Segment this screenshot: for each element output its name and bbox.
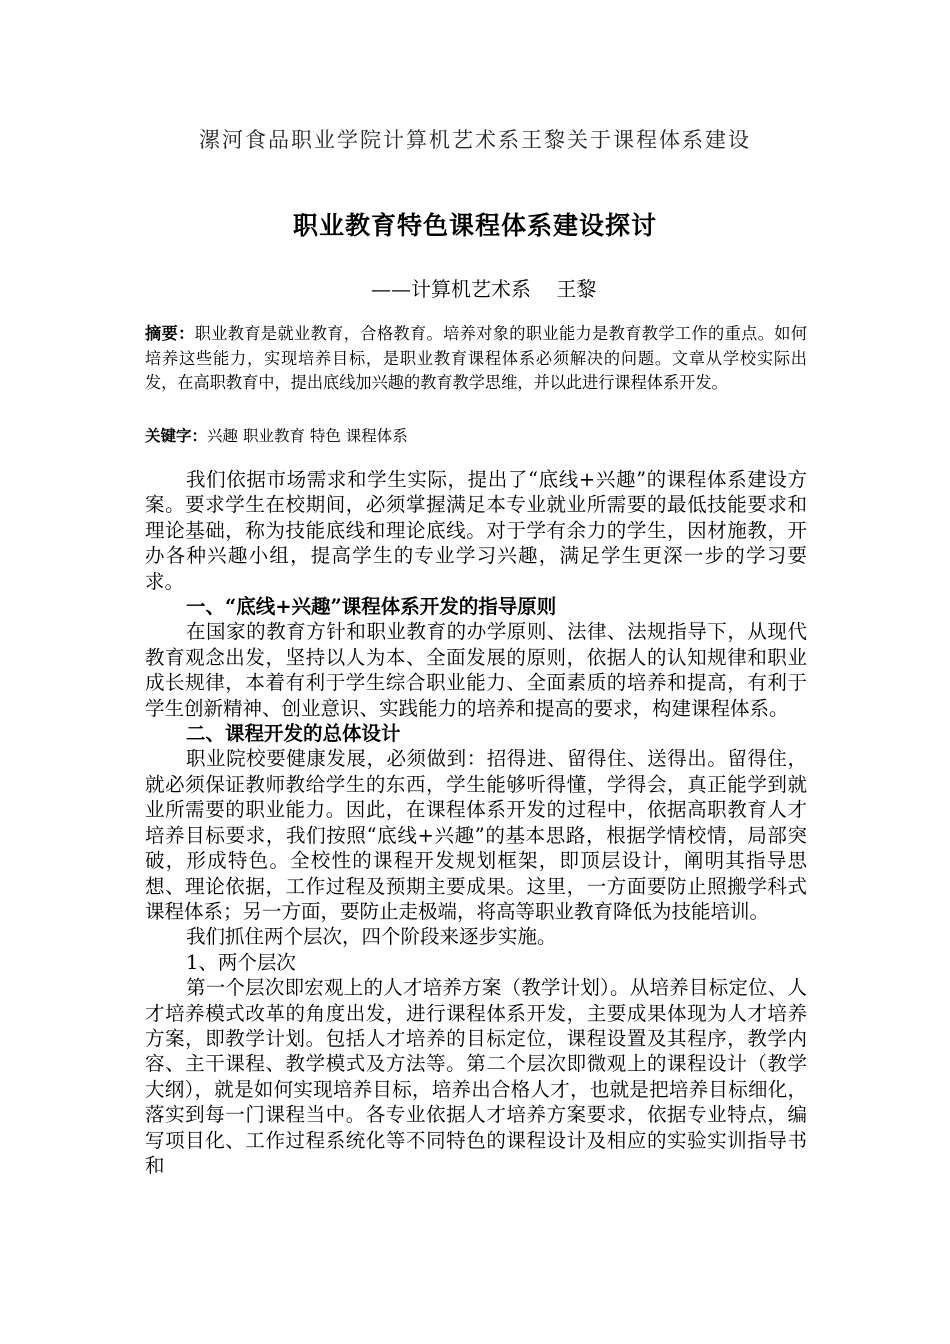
paragraph-intro: 我们依据市场需求和学生实际，提出了“底线+兴趣”的课程体系建设方案。要求学生在校期间，必须掌握满足本专业就业所需要的最低技能要求和理论基础，称为技能底线和理论底线。对于学有余力的学生，因材施教，开办各种兴趣小组，提高学生的专业学习兴趣，满足学生更深一步的学习要求。 — [145, 468, 807, 593]
paragraph-principles: 在国家的教育方针和职业教育的办学原则、法律、法规指导下，从现代教育观念出发，坚持以人为本、全面发展的原则，依据人的认知规律和职业成长规律，本着有利于学生综合职业能力、全面素质的培养和提高，有利于学生创新精神、创业意识、实践能力的培养和提高的要求，构建课程体系。 — [145, 620, 807, 720]
subheading-two-levels: 1、两个层次 — [186, 950, 296, 974]
abstract-label: 摘要： — [145, 324, 195, 343]
paragraph-design: 职业院校要健康发展，必须做到：招得进、留得住、送得出。留得住，就必须保证教师教给学生的东西，学生能够听得懂，学得会，真正能学到就业所需要的职业能力。因此，在课程体系开发的过程中，依据高职教育人才培养目标要求，我们按照“底线+兴趣”的基本思路，根据学情校情，局部突破，形成特色。全校性的课程开发规划框架，即顶层设计，阐明其指导思想、理论依据，工作过程及预期主要成果。这里，一方面要防止照搬学科式课程体系；另一方面，要防止走极端，将高等职业教育降低为技能培训。 — [145, 747, 807, 923]
author-line: ——计算机艺术系 王黎 — [371, 277, 597, 301]
keywords-text: 兴趣 职业教育 特色 课程体系 — [207, 427, 408, 445]
keywords-label: 关键字： — [145, 427, 208, 445]
document-header: 漯河食品职业学院计算机艺术系王黎关于课程体系建设 — [199, 128, 751, 152]
document-body — [145, 467, 807, 1178]
document-title: 职业教育特色课程体系建设探讨 — [292, 211, 657, 240]
keywords — [145, 425, 807, 447]
abstract — [145, 322, 807, 396]
paragraph-levels: 第一个层次即宏观上的人才培养方案（教学计划）。从培养目标定位、人才培养模式改革的角度出发，进行课程体系开发，主要成果体现为人才培养方案，即教学计划。包括人才培养的目标定位，课程设置及其程序，教学内容、主干课程、教学模式及方法等。第二个层次即微观上的课程设计（教学大纲），就是如何实现培养目标，培养出合格人才，也就是把培养目标细化，落实到每一门课程当中。各专业依据人才培养方案要求，依据专业特点，编写项目化、工作过程系统化等不同特色的课程设计及相应的实验实训指导书和 — [145, 976, 807, 1177]
section-heading-1: 一、“底线+兴趣”课程体系开发的指导原则 — [186, 595, 557, 619]
paragraph-implementation: 我们抓住两个层次，四个阶段来逐步实施。 — [186, 925, 557, 949]
section-heading-2: 二、课程开发的总体设计 — [186, 722, 401, 746]
abstract-text: 职业教育是就业教育，合格教育。培养对象的职业能力是教育教学工作的重点。如何培养这些能力，实现培养目标，是职业教育课程体系必须解决的问题。文章从学校实际出发，在高职教育中，提出底线加兴趣的教育教学思维，并以此进行课程体系开发。 — [145, 324, 808, 392]
